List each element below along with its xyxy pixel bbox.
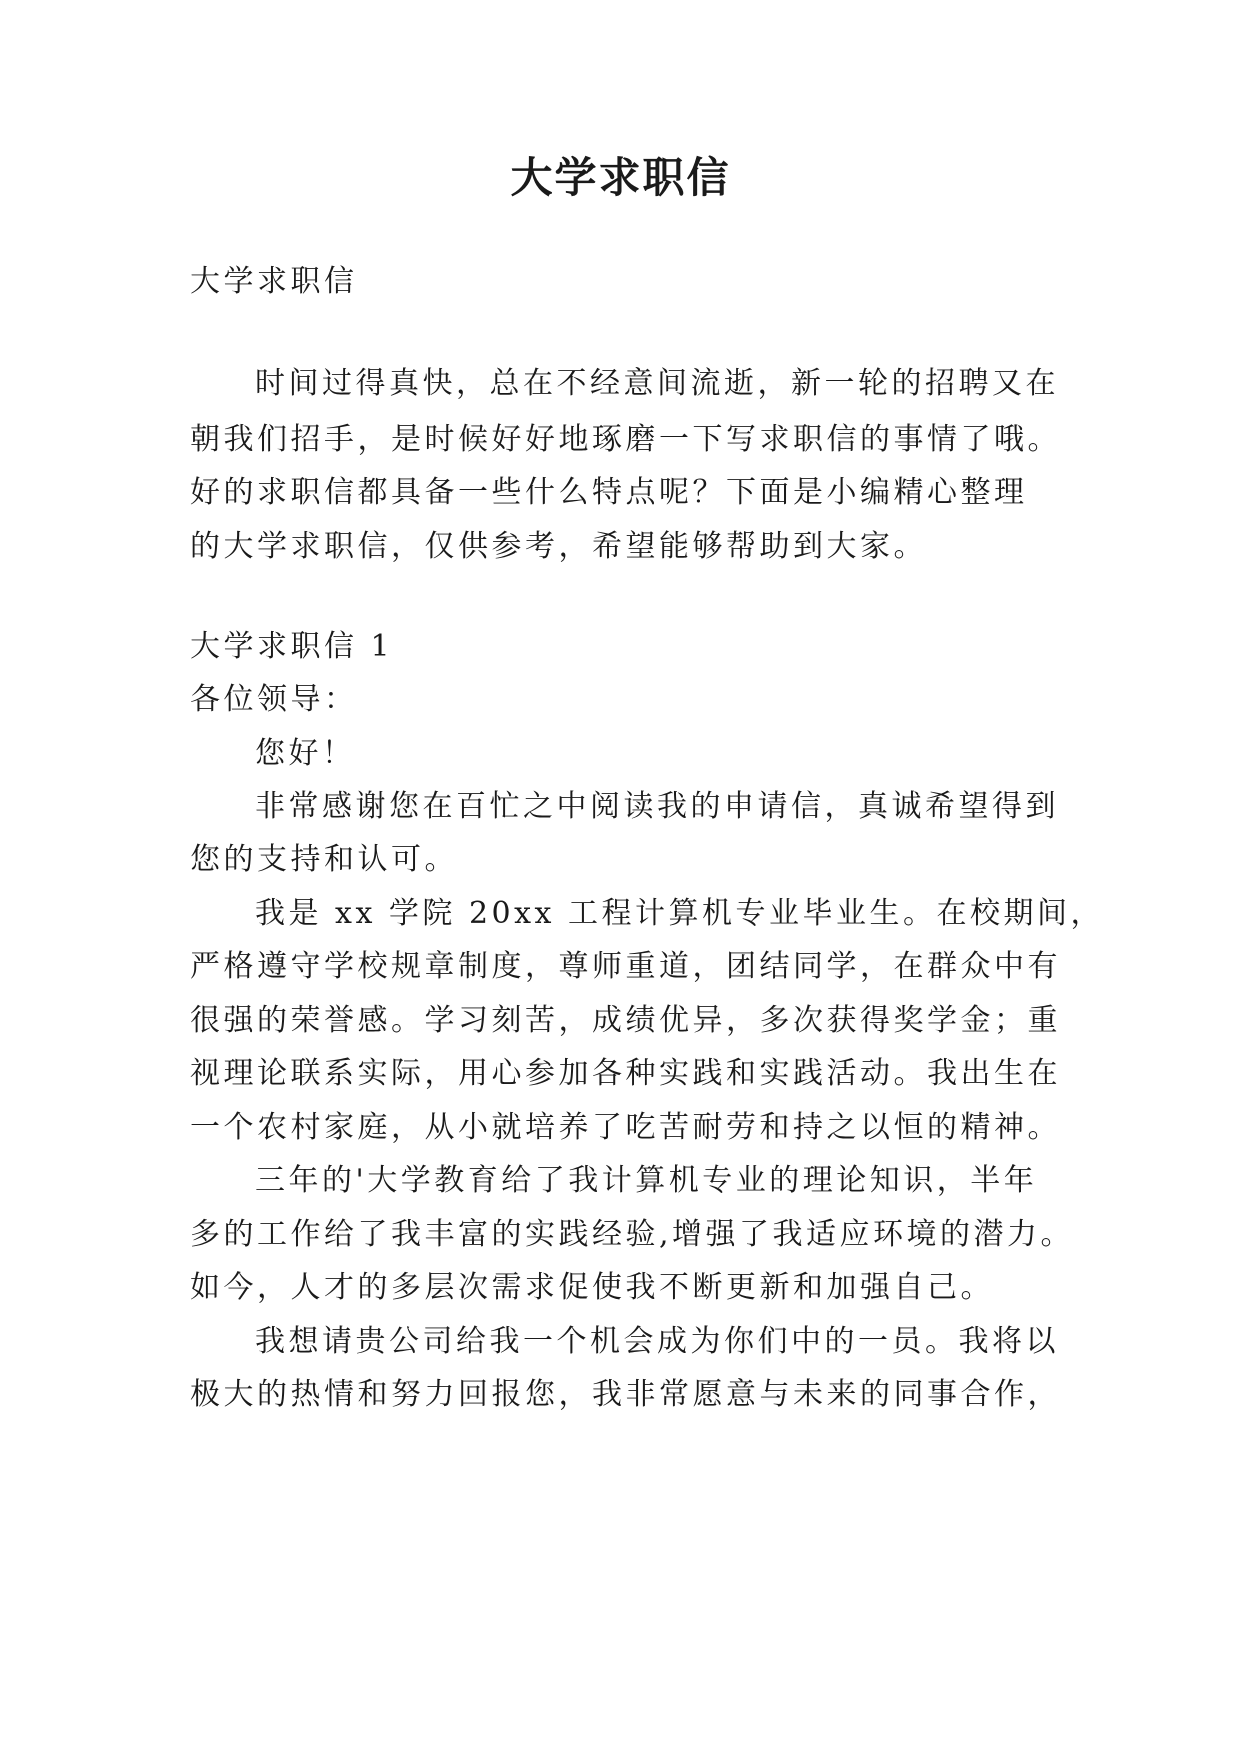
section-heading: 大学求职信 1: [190, 629, 394, 664]
intro-line: 的大学求职信，仅供参考，希望能够帮助到大家。: [190, 529, 927, 564]
body-line: 三年的'大学教育给了我计算机专业的理论知识，半年: [255, 1163, 1038, 1198]
intro-line: 好的求职信都具备一些什么特点呢？下面是小编精心整理: [190, 475, 1028, 510]
greeting: 您好！: [255, 736, 356, 771]
body-line: 如今，人才的多层次需求促使我不断更新和加强自己。: [190, 1270, 994, 1305]
body-line: 多的工作给了我丰富的实践经验,增强了我适应环境的潜力。: [190, 1217, 1075, 1252]
intro-line: 朝我们招手，是时候好好地琢磨一下写求职信的事情了哦。: [190, 422, 1061, 457]
body-line: 很强的荣誉感。学习刻苦，成绩优异，多次获得奖学金；重: [190, 1003, 1061, 1038]
body-line: 非常感谢您在百忙之中阅读我的申请信，真诚希望得到: [255, 789, 1059, 824]
body-line: 视理论联系实际，用心参加各种实践和实践活动。我出生在: [190, 1056, 1061, 1091]
body-line: 我想请贵公司给我一个机会成为你们中的一员。我将以: [255, 1324, 1059, 1359]
intro-line: 时间过得真快，总在不经意间流逝，新一轮的招聘又在: [255, 366, 1059, 401]
salutation: 各位领导：: [190, 682, 358, 717]
document-subtitle: 大学求职信: [190, 264, 358, 299]
body-line: 极大的热情和努力回报您，我非常愿意与未来的同事合作，: [190, 1377, 1061, 1412]
body-line: 一个农村家庭，从小就培养了吃苦耐劳和持之以恒的精神。: [190, 1110, 1061, 1145]
body-line: 我是 xx 学院 20xx 工程计算机专业毕业生。在校期间，: [255, 896, 1104, 931]
body-line: 严格遵守学校规章制度，尊师重道，团结同学，在群众中有: [190, 949, 1061, 984]
document-title: 大学求职信: [510, 153, 731, 202]
body-line: 您的支持和认可。: [190, 842, 458, 877]
